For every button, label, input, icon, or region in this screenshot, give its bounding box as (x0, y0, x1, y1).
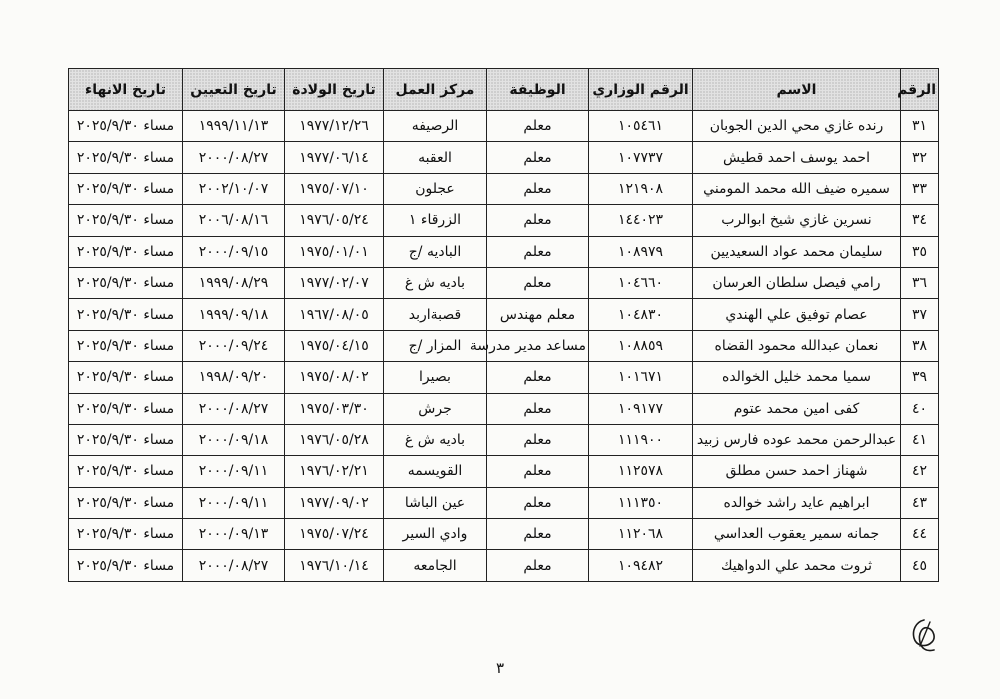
header-ministry-no: الرقم الوزاري (589, 69, 693, 111)
cell-num: ٤١ (901, 424, 939, 455)
page-number: ٣ (495, 659, 505, 677)
employees-table (68, 68, 939, 582)
cell-name: رامي فيصل سلطان العرسان (693, 267, 901, 298)
cell-appointment-date: ٢٠٠٠/٠٩/١١ (183, 487, 285, 518)
cell-end-date: مساء ٢٠٢٥/٩/٣٠ (69, 236, 183, 267)
cell-num: ٣٥ (901, 236, 939, 267)
cell-birth-date: ١٩٧٦/١٠/١٤ (285, 550, 384, 581)
cell-appointment-date: ١٩٩٩/١١/١٣ (183, 111, 285, 142)
cell-birth-date: ١٩٧٥/٠١/٠١ (285, 236, 384, 267)
header-job: الوظيفة (487, 69, 589, 111)
header-end-date: تاريخ الانهاء (69, 69, 183, 111)
cell-end-date: مساء ٢٠٢٥/٩/٣٠ (69, 205, 183, 236)
cell-ministry-no: ١٤٤٠٢٣ (589, 205, 693, 236)
cell-ministry-no: ١٠١٦٧١ (589, 362, 693, 393)
cell-ministry-no: ١٠٧٧٣٧ (589, 142, 693, 173)
cell-job: معلم (487, 142, 589, 173)
cell-ministry-no: ١٢١٩٠٨ (589, 173, 693, 204)
cell-job: معلم (487, 205, 589, 236)
table-row (69, 267, 939, 298)
cell-ministry-no: ١٠٤٦٦٠ (589, 267, 693, 298)
cell-ministry-no: ١١٢٥٧٨ (589, 456, 693, 487)
cell-workplace: القويسمه (384, 456, 487, 487)
cell-job: معلم (487, 111, 589, 142)
cell-appointment-date: ١٩٩٩/٠٨/٢٩ (183, 267, 285, 298)
cell-appointment-date: ٢٠٠٠/٠٩/١٨ (183, 424, 285, 455)
cell-appointment-date: ٢٠٠٦/٠٨/١٦ (183, 205, 285, 236)
cell-end-date: مساء ٢٠٢٥/٩/٣٠ (69, 111, 183, 142)
table-row (69, 205, 939, 236)
cell-birth-date: ١٩٧٥/٠٣/٣٠ (285, 393, 384, 424)
cell-birth-date: ١٩٧٧/٠٢/٠٧ (285, 267, 384, 298)
table-row (69, 487, 939, 518)
table-row (69, 424, 939, 455)
table-row (69, 236, 939, 267)
cell-end-date: مساء ٢٠٢٥/٩/٣٠ (69, 267, 183, 298)
cell-ministry-no: ١٠٩٤٨٢ (589, 550, 693, 581)
table-row (69, 299, 939, 330)
cell-name: رنده غازي محي الدين الجوبان (693, 111, 901, 142)
header-name: الاسم (693, 69, 901, 111)
cell-job: معلم (487, 487, 589, 518)
cell-birth-date: ١٩٧٧/١٢/٢٦ (285, 111, 384, 142)
cell-birth-date: ١٩٧٦/٠٥/٢٨ (285, 424, 384, 455)
cell-name: شهناز احمد حسن مطلق (693, 456, 901, 487)
cell-end-date: مساء ٢٠٢٥/٩/٣٠ (69, 173, 183, 204)
cell-num: ٣٩ (901, 362, 939, 393)
cell-num: ٣٣ (901, 173, 939, 204)
cell-workplace: عجلون (384, 173, 487, 204)
cell-end-date: مساء ٢٠٢٥/٩/٣٠ (69, 362, 183, 393)
cell-workplace: العقبه (384, 142, 487, 173)
cell-birth-date: ١٩٧٥/٠٧/١٠ (285, 173, 384, 204)
cell-birth-date: ١٩٧٧/٠٩/٠٢ (285, 487, 384, 518)
table-row (69, 330, 939, 361)
cell-workplace: الزرقاء ١ (384, 205, 487, 236)
cell-end-date: مساء ٢٠٢٥/٩/٣٠ (69, 142, 183, 173)
cell-job: معلم (487, 267, 589, 298)
cell-ministry-no: ١١١٣٥٠ (589, 487, 693, 518)
cell-name: سليمان محمد عواد السعيديين (693, 236, 901, 267)
cell-name: ابراهيم عايد راشد خوالده (693, 487, 901, 518)
cell-birth-date: ١٩٦٧/٠٨/٠٥ (285, 299, 384, 330)
cell-workplace: الرصيفه (384, 111, 487, 142)
cell-num: ٣٧ (901, 299, 939, 330)
cell-birth-date: ١٩٧٥/٠٤/١٥ (285, 330, 384, 361)
cell-end-date: مساء ٢٠٢٥/٩/٣٠ (69, 393, 183, 424)
cell-appointment-date: ٢٠٠٠/٠٨/٢٧ (183, 550, 285, 581)
cell-num: ٣٦ (901, 267, 939, 298)
cell-appointment-date: ١٩٩٩/٠٩/١٨ (183, 299, 285, 330)
cell-appointment-date: ٢٠٠٠/٠٨/٢٧ (183, 393, 285, 424)
table-row (69, 111, 939, 142)
table-row (69, 456, 939, 487)
cell-end-date: مساء ٢٠٢٥/٩/٣٠ (69, 299, 183, 330)
cell-appointment-date: ٢٠٠٢/١٠/٠٧ (183, 173, 285, 204)
cell-name: سميره ضيف الله محمد المومني (693, 173, 901, 204)
cell-end-date: مساء ٢٠٢٥/٩/٣٠ (69, 487, 183, 518)
signature-mark (906, 616, 942, 656)
cell-name: ثروت محمد علي الدواهيك (693, 550, 901, 581)
cell-job: معلم (487, 424, 589, 455)
table-row (69, 142, 939, 173)
cell-birth-date: ١٩٧٥/٠٧/٢٤ (285, 519, 384, 550)
cell-job: مساعد مدير مدرسة (487, 330, 589, 361)
cell-workplace: وادي السير (384, 519, 487, 550)
cell-workplace: الباديه /ج (384, 236, 487, 267)
cell-name: سميا محمد خليل الخوالده (693, 362, 901, 393)
cell-workplace: باديه ش غ (384, 267, 487, 298)
cell-num: ٤٤ (901, 519, 939, 550)
cell-ministry-no: ١١٢٠٦٨ (589, 519, 693, 550)
cell-name: جمانه سمير يعقوب العداسي (693, 519, 901, 550)
cell-appointment-date: ٢٠٠٠/٠٩/١٣ (183, 519, 285, 550)
cell-job: معلم (487, 550, 589, 581)
cell-end-date: مساء ٢٠٢٥/٩/٣٠ (69, 550, 183, 581)
cell-name: احمد يوسف احمد قطيش (693, 142, 901, 173)
cell-appointment-date: ٢٠٠٠/٠٩/١١ (183, 456, 285, 487)
table-header-row (69, 69, 939, 111)
header-num: الرقم (901, 69, 939, 111)
cell-appointment-date: ١٩٩٨/٠٩/٢٠ (183, 362, 285, 393)
cell-name: عصام توفيق علي الهندي (693, 299, 901, 330)
cell-name: نسرين غازي شيخ ابوالرب (693, 205, 901, 236)
cell-ministry-no: ١٠٨٨٥٩ (589, 330, 693, 361)
cell-workplace: قصبةاربد (384, 299, 487, 330)
cell-job: معلم (487, 456, 589, 487)
cell-job: معلم (487, 519, 589, 550)
cell-workplace: الجامعه (384, 550, 487, 581)
table-row (69, 519, 939, 550)
cell-workplace: عين الباشا (384, 487, 487, 518)
cell-num: ٤٢ (901, 456, 939, 487)
cell-name: نعمان عبدالله محمود القضاه (693, 330, 901, 361)
cell-birth-date: ١٩٧٦/٠٢/٢١ (285, 456, 384, 487)
cell-job: معلم (487, 362, 589, 393)
cell-job: معلم (487, 236, 589, 267)
cell-workplace: المزار /ج (384, 330, 487, 361)
cell-num: ٤٣ (901, 487, 939, 518)
table-row (69, 173, 939, 204)
cell-name: عبدالرحمن محمد عوده فارس زبيد (693, 424, 901, 455)
header-workplace: مركز العمل (384, 69, 487, 111)
cell-workplace: باديه ش غ (384, 424, 487, 455)
cell-name: كفى امين محمد عتوم (693, 393, 901, 424)
cell-workplace: بصيرا (384, 362, 487, 393)
cell-job: معلم مهندس (487, 299, 589, 330)
cell-end-date: مساء ٢٠٢٥/٩/٣٠ (69, 456, 183, 487)
cell-appointment-date: ٢٠٠٠/٠٩/٢٤ (183, 330, 285, 361)
cell-num: ٣١ (901, 111, 939, 142)
cell-job: معلم (487, 393, 589, 424)
cell-birth-date: ١٩٧٦/٠٥/٢٤ (285, 205, 384, 236)
cell-end-date: مساء ٢٠٢٥/٩/٣٠ (69, 424, 183, 455)
cell-ministry-no: ١٠٤٨٣٠ (589, 299, 693, 330)
header-appointment-date: تاريخ التعيين (183, 69, 285, 111)
cell-num: ٤٥ (901, 550, 939, 581)
cell-job: معلم (487, 173, 589, 204)
cell-birth-date: ١٩٧٧/٠٦/١٤ (285, 142, 384, 173)
cell-ministry-no: ١١١٩٠٠ (589, 424, 693, 455)
cell-appointment-date: ٢٠٠٠/٠٩/١٥ (183, 236, 285, 267)
table-row (69, 550, 939, 581)
cell-ministry-no: ١٠٨٩٧٩ (589, 236, 693, 267)
cell-num: ٣٤ (901, 205, 939, 236)
table-row (69, 362, 939, 393)
cell-workplace: جرش (384, 393, 487, 424)
cell-num: ٣٢ (901, 142, 939, 173)
cell-appointment-date: ٢٠٠٠/٠٨/٢٧ (183, 142, 285, 173)
cell-num: ٤٠ (901, 393, 939, 424)
cell-birth-date: ١٩٧٥/٠٨/٠٢ (285, 362, 384, 393)
cell-ministry-no: ١٠٩١٧٧ (589, 393, 693, 424)
cell-ministry-no: ١٠٥٤٦١ (589, 111, 693, 142)
header-birth-date: تاريخ الولادة (285, 69, 384, 111)
table-row (69, 393, 939, 424)
cell-end-date: مساء ٢٠٢٥/٩/٣٠ (69, 330, 183, 361)
cell-num: ٣٨ (901, 330, 939, 361)
cell-end-date: مساء ٢٠٢٥/٩/٣٠ (69, 519, 183, 550)
